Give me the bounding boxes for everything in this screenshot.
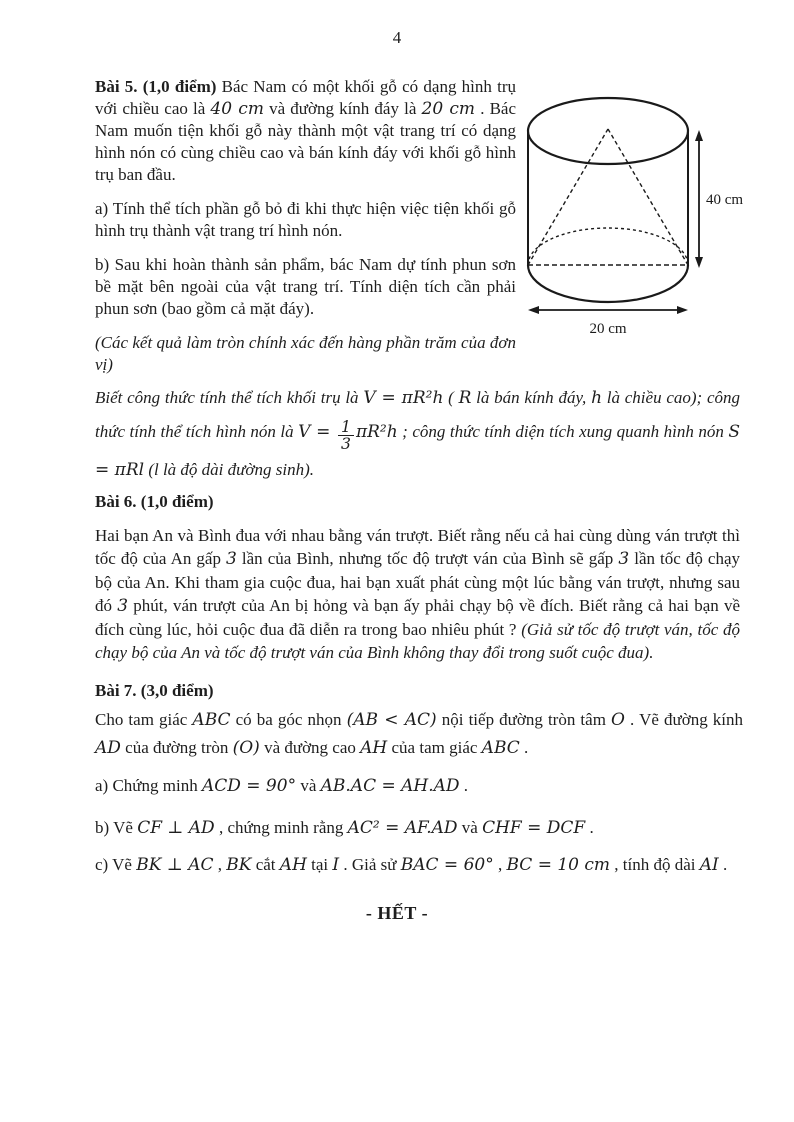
problem-7-part-a: a) Chứng minh ACD = 90° và AB.AC = AH.AD . xyxy=(95,776,469,796)
problem-7-heading: Bài 7. (3,0 điểm) xyxy=(95,681,214,700)
cylinder-cone-svg xyxy=(515,90,755,340)
volume-formula-paragraph: Biết công thức tính thể tích khối trụ là V = πR²h ( R là bán kính đáy, h là chiều cao); công thức tính thể tích hình nón là V = $\frac{1}{3}$ πR²h ; công thức tính diện tích xung quanh hình nón S = πRl (l là độ dài đường sinh). xyxy=(95,388,740,480)
problem-5-intro-paragraph: Bài 5. (1,0 điểm) Bác Nam có một khối gỗ có dạng hình trụ với chiều cao là 40 cm và đường kính đáy là 20 cm . Bác Nam muốn tiện khối gỗ này thành một vật trang trí có dạng hình nón có cùng chiều cao và bán kính đáy với khối gỗ hình trụ ban đầu. xyxy=(95,77,516,184)
problem-5-rounding-note: (Các kết quả làm tròn chính xác đến hàng phần trăm của đơn vị) xyxy=(95,333,516,374)
cylinder-top-ellipse xyxy=(528,98,688,164)
problem-7-part-c: c) Vẽ BK ⊥ AC , BK cắt AH tại I . Giả sử BAC = 60° , BC = 10 cm , tính độ dài AI . xyxy=(95,855,728,875)
end-marker: - HẾT - xyxy=(365,903,429,923)
diameter-label: 20 cm xyxy=(589,321,627,337)
problem-7-intro: Cho tam giác ABC có ba góc nhọn (AB < AC) nội tiếp đường tròn tâm O . Vẽ đường kính AD của đường tròn (O) và đường cao AH của tam giác ABC . xyxy=(95,710,744,758)
problem-6-paragraph: Hai bạn An và Bình đua với nhau bằng ván trượt. Biết rằng nếu cả hai cùng dùng ván trượt thì tốc độ của An gấp 3 lần của Bình, nhưng tốc độ trượt ván của Bình sẽ gấp 3 lần tốc độ chạy bộ của An. Khi tham gia cuộc đua, hai bạn xuất phát cùng một lúc bằng ván trượt, nhưng sau đó 3 phút, ván trượt của An bị hỏng và bạn ấy phải chạy bộ về đích. Biết rằng cả hai bạn về đích cùng lúc, hỏi cuộc đua đã diễn ra trong bao nhiêu phút ? (Giả sử tốc độ trượt ván, tốc độ chạy bộ của An và tốc độ trượt ván của Bình không thay đổi trong suốt cuộc đua). xyxy=(95,526,741,662)
diameter-arrow xyxy=(528,306,688,314)
height-label: 40 cm xyxy=(706,192,744,208)
problem-5-block xyxy=(95,76,516,376)
cylinder-bottom-front-arc xyxy=(528,265,688,302)
problem-7-part-b: b) Vẽ CF ⊥ AD , chứng minh rằng AC² = AF.AD và CHF = DCF . xyxy=(95,818,594,838)
cylinder-cone-figure xyxy=(515,90,755,340)
height-arrow xyxy=(695,130,703,268)
cylinder-bottom-back-arc xyxy=(528,228,688,265)
page-number: 4 xyxy=(392,28,402,47)
problem-5-part-a: a) Tính thể tích phần gỗ bỏ đi khi thực hiện việc tiện khối gỗ hình trụ thành vật trang trí hình nón. xyxy=(95,199,516,240)
problem-6-heading: Bài 6. (1,0 điểm) xyxy=(95,492,214,511)
problem-5-part-b: b) Sau khi hoàn thành sản phẩm, bác Nam dự tính phun sơn bề mặt bên ngoài của vật trang trí. Tính diện tích cần phải phun sơn (bao gồm cả mặt đáy). xyxy=(95,255,516,318)
